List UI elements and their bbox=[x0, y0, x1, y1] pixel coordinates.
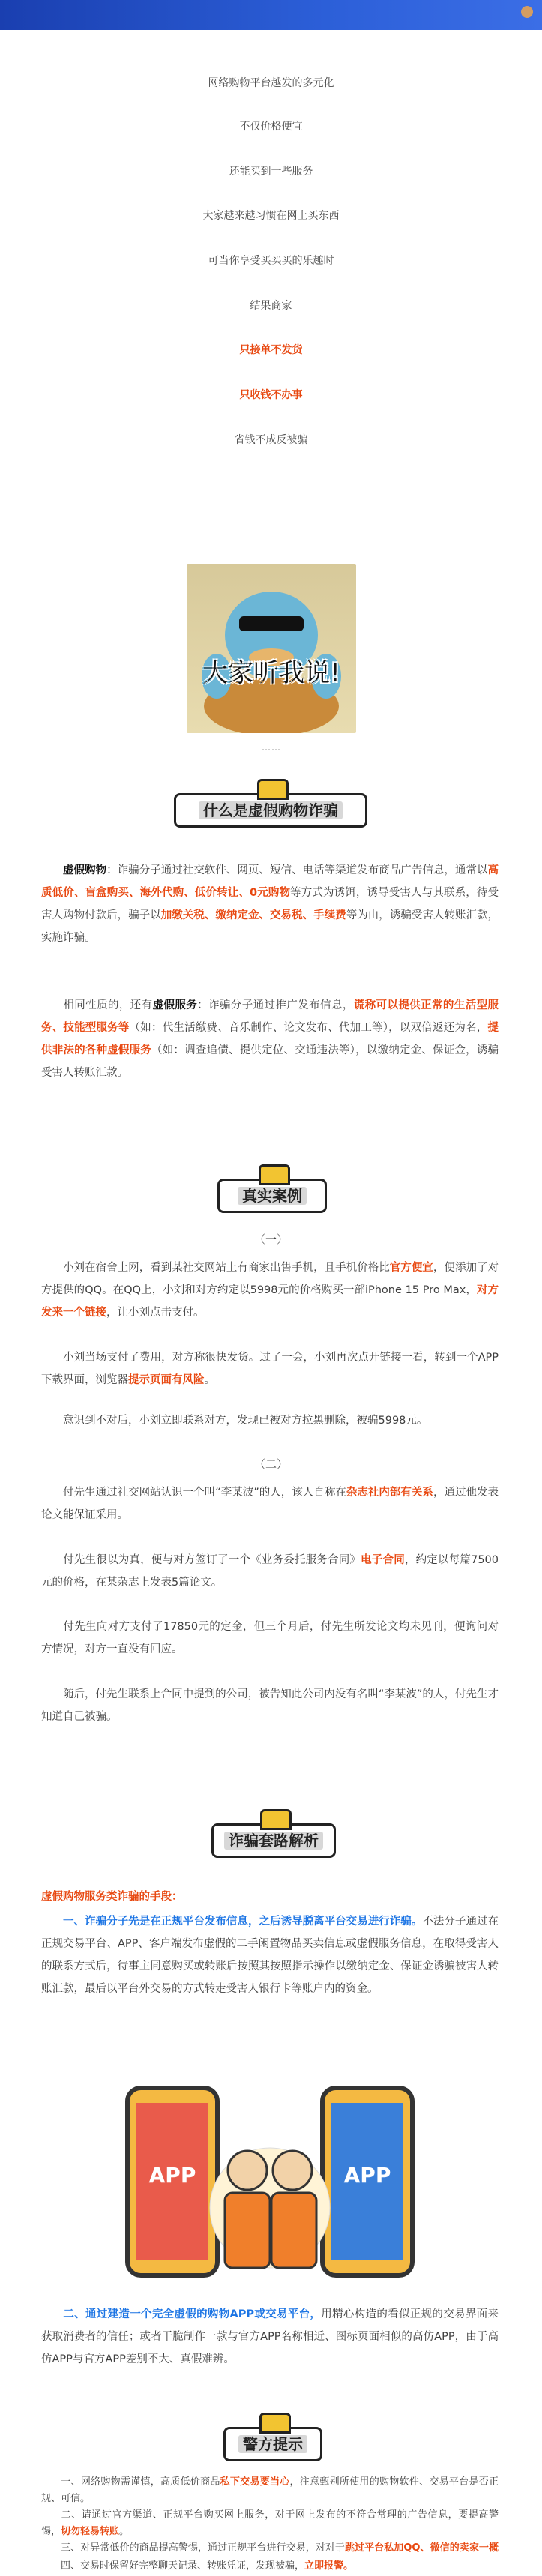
section-title-badge bbox=[174, 793, 367, 828]
section1-paragraph2: 相同性质的，还有虚假服务：诈骗分子通过推广发布信息，谎称可以提供正常的生活型服务、技能型服务等（如：代生活缴费、音乐制作、论文发布、代加工等），以双倍返还为名，提供非法的各种虚假服务（如：调查追债、提供定位、交通违法等），以缴纳定金、保证金，诱骗受害人转账汇款。 bbox=[41, 999, 499, 1079]
tip-paragraph4: 四、交易时保留好完整聊天记录、转账凭证，发现被骗，立即报警。 bbox=[61, 2560, 354, 2572]
intro-line: 还能买到一些服务 bbox=[229, 166, 313, 178]
intro-line: 不仅价格便宜 bbox=[239, 121, 303, 133]
clipboard-icon bbox=[259, 1164, 290, 1185]
intro-line: 大家越来越习惯在网上买东西 bbox=[202, 210, 340, 222]
section-title: 警方提示 bbox=[238, 2435, 307, 2453]
intro-line-highlight: 只接单不发货 bbox=[239, 344, 303, 356]
banner-decoration bbox=[521, 6, 533, 18]
method-paragraph1: 一、诈骗分子先是在正规平台发布信息，之后诱导脱离平台交易进行诈骗。不法分子通过在正规交易平台、APP、客户端发布虚假的二手闲置物品买卖信息或虚假服务信息，在取得受害人的联系方式后，待事主同意购买或转账后按照其按照指示操作以缴纳定金、保证金诱骗被害人转账汇款，最后以平台外交易的方式转走受害人银行卡等账户内的资金。 bbox=[41, 1916, 499, 1995]
meme-caption: 大家听我说! bbox=[202, 658, 340, 688]
tip2-warning: 切勿轻易转账 bbox=[61, 2526, 120, 2537]
clipboard-icon bbox=[259, 2413, 291, 2434]
term-fake-shopping: 虚假购物 bbox=[63, 864, 107, 876]
section-title: 什么是虚假购物诈骗 bbox=[199, 801, 343, 819]
tip-paragraph2: 二、请通过官方渠道、正规平台购买网上服务，对于网上发布的不符合常理的广告信息，要提高警惕，切勿轻易转账。 bbox=[41, 2509, 499, 2537]
method-heading: 虚假购物服务类诈骗的手段： bbox=[41, 1891, 183, 1903]
intro-line-highlight: 只收钱不办事 bbox=[239, 389, 303, 401]
tip-paragraph3: 三、对异常低价的商品提高警惕，通过正规平台进行交易，对对于跳过平台私加QQ、微信的卖家一概 bbox=[61, 2542, 499, 2554]
case2-paragraph4: 随后，付先生联系上合同中提到的公司，被告知此公司内没有名叫“李某波”的人，付先生才知道自己被骗。 bbox=[41, 1688, 499, 1723]
case2-paragraph3: 付先生向对方支付了17850元的定金，但三个月后，付先生所发论文均未见刊，便询问对方情况，对方一直没有回应。 bbox=[41, 1621, 499, 1655]
section1-paragraph1: 虚假购物：诈骗分子通过社交软件、网页、短信、电话等渠道发布商品广告信息，通常以高质低价、盲盒购买、海外代购、低价转让、0元购物等方式为诱饵，诱导受害人与其联系，待受害人购物付款后，骗子以加缴关税、缴纳定金、交易税、手续费等为由，诱骗受害人转账汇款，实施诈骗。 bbox=[41, 864, 499, 944]
ellipsis: …… bbox=[262, 742, 281, 753]
case-number: （一） bbox=[253, 1233, 288, 1246]
tip-paragraph1: 一、网络购物需谨慎，高质低价商品私下交易要当心，注意甄别所使用的购物软件、交易平台是否正规、可信。 bbox=[41, 2476, 499, 2504]
app-label-left: APP bbox=[148, 2163, 196, 2188]
fake-app-phones-illustration bbox=[120, 2080, 420, 2298]
squirtle-illustration bbox=[187, 564, 356, 733]
intro-line: 省钱不成反被骗 bbox=[234, 434, 308, 446]
section-title-badge bbox=[223, 2427, 322, 2461]
intro-line: 可当你享受买买买的乐趣时 bbox=[208, 255, 334, 267]
case1-paragraph2: 小刘当场支付了费用，对方称很快发货。过了一会，小刘再次点开链接一看，转到一个APP下载界面，浏览器提示页面有风险。 bbox=[41, 1352, 499, 1386]
case-number: （二） bbox=[253, 1457, 288, 1471]
case2-paragraph2: 付先生很以为真，便与对方签订了一个《业务委托服务合同》电子合同，约定以每篇7500元的价格，在某杂志上发表5篇论文。 bbox=[41, 1554, 499, 1589]
section-title: 诈骗套路解析 bbox=[224, 1832, 323, 1850]
clipboard-icon bbox=[257, 779, 289, 800]
section-title-badge bbox=[217, 1179, 327, 1213]
section-title-badge bbox=[211, 1823, 336, 1858]
case2-paragraph1: 付先生通过社交网站认识一个叫“李某波”的人，该人自称在杂志社内部有关系，通过他发表论文能保证采用。 bbox=[41, 1487, 499, 1521]
intro-line: 网络购物平台越发的多元化 bbox=[208, 77, 334, 89]
app-label-right: APP bbox=[343, 2163, 391, 2188]
meme-image bbox=[187, 564, 356, 733]
method-paragraph2: 二、通过建造一个完全虚假的购物APP或交易平台，用精心构造的看似正规的交易界面来获取消费者的信任；或者干脆制作一款与官方APP名称相近、图标页面相似的高仿APP，由于高仿APP与官方APP差别不大、真假难辨。 bbox=[41, 2308, 499, 2365]
case1-paragraph1: 小刘在宿舍上网，看到某社交网站上有商家出售手机，且手机价格比官方便宜，便添加了对方提供的QQ。在QQ上，小刘和对方约定以5998元的价格购买一部iPhone 15 Pro Max，对方发来一个链接，让小刘点击支付。 bbox=[41, 1262, 499, 1319]
top-banner bbox=[0, 0, 542, 30]
clipboard-icon bbox=[260, 1809, 292, 1830]
section-title: 真实案例 bbox=[238, 1187, 307, 1205]
app-illustration bbox=[120, 2080, 420, 2298]
intro-line: 结果商家 bbox=[250, 300, 292, 312]
term-fake-service: 虚假服务 bbox=[152, 999, 198, 1011]
case1-paragraph3: 意识到不对后，小刘立即联系对方，发现已被对方拉黑删除，被骗5998元。 bbox=[63, 1415, 428, 1427]
